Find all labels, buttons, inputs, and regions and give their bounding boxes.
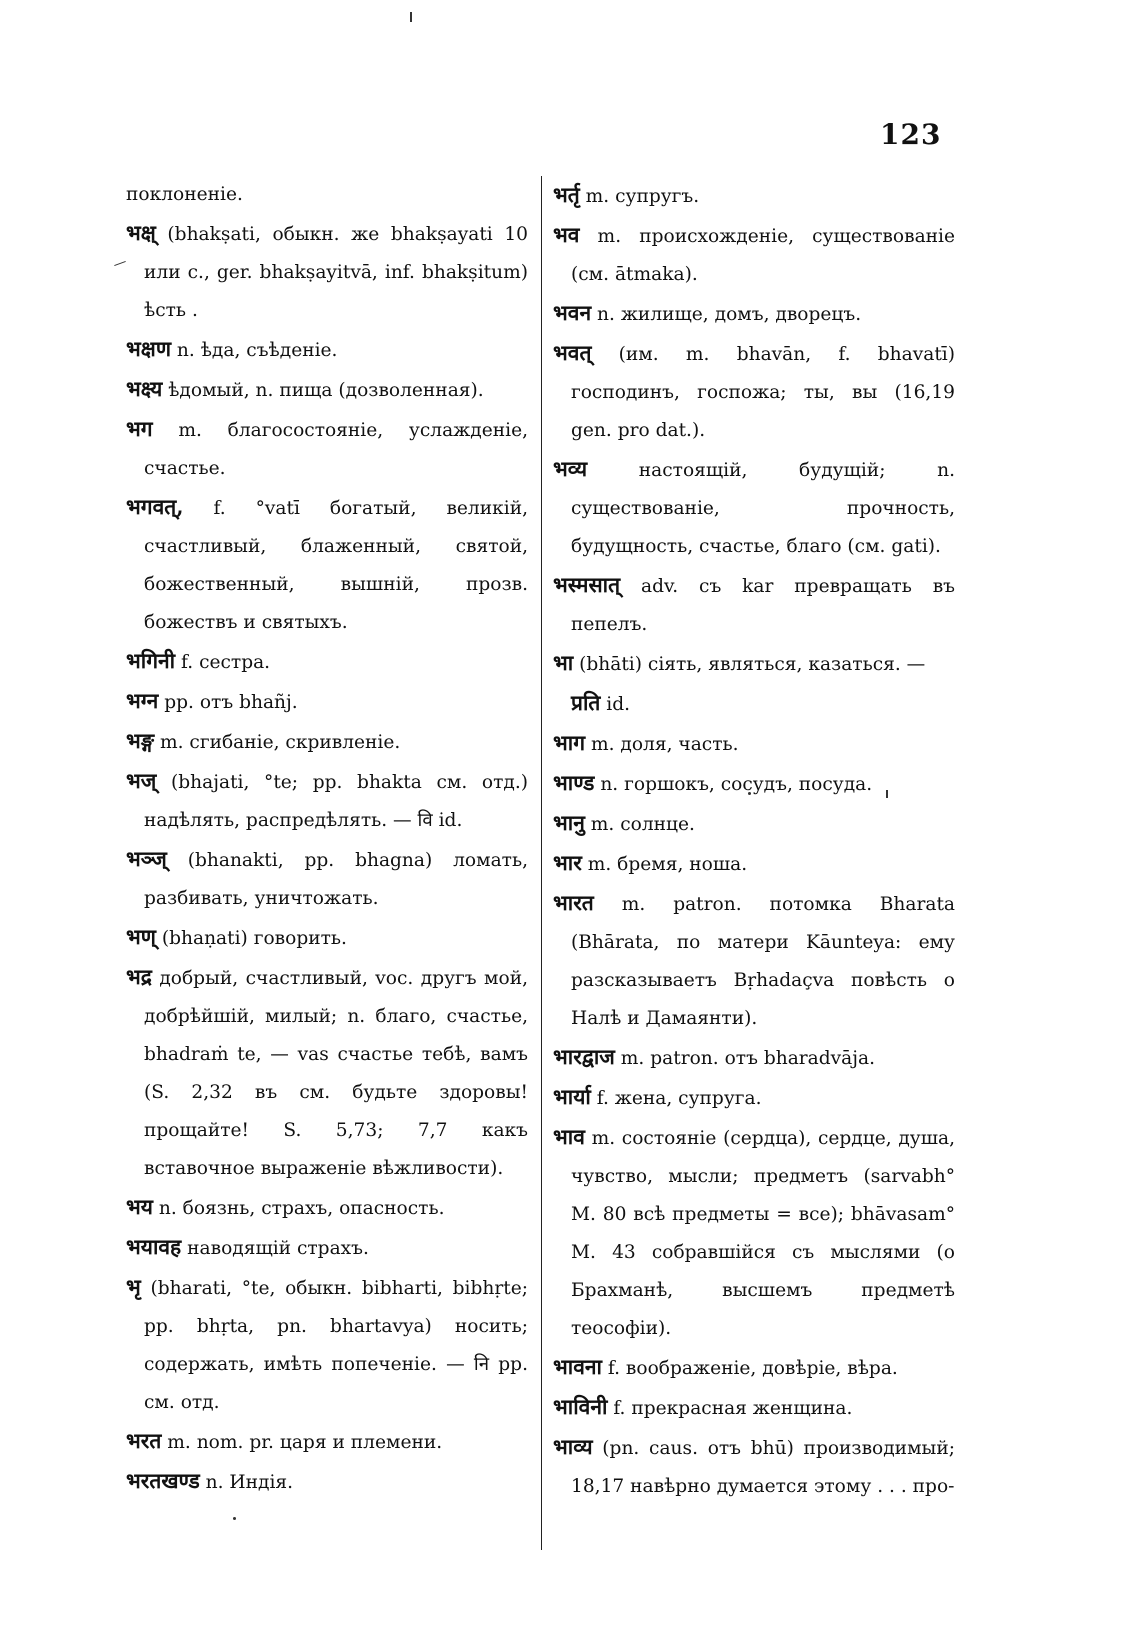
entry-text: f. жена, супруга. — [590, 1088, 762, 1109]
entry-headword: भवत् — [553, 340, 592, 365]
entry-text: ѣдомый, n. пища (дозволенная). — [162, 380, 484, 401]
dictionary-entry — [126, 370, 528, 410]
dictionary-entry — [126, 762, 528, 840]
entry-headword: भृ — [126, 1274, 141, 1299]
entry-headword: प्रति — [571, 690, 601, 715]
entry-text: (bhanakti, pp. bhagna) ломать, разбивать, уничтожать. — [144, 850, 528, 909]
entry-text: (bhakṣati, обыкн. же bhakṣayati 10 или c., ger. bhakṣayitvā, inf. bhakṣitum) ѣсть . — [144, 224, 528, 321]
entry-headword: भाव्य — [553, 1434, 593, 1459]
entry-headword: भस्मसात् — [553, 572, 621, 597]
dictionary-entry — [553, 644, 955, 684]
page-number: 123 — [880, 118, 942, 151]
dictionary-entry — [553, 566, 955, 644]
dictionary-entry — [553, 294, 955, 334]
entry-headword: भय — [126, 1194, 153, 1219]
entry-text: f. прекрасная женщина. — [607, 1398, 853, 1419]
dictionary-entry — [553, 176, 955, 216]
entry-text: n. горшокъ, сосудъ, посуда. — [594, 774, 873, 795]
entry-headword: भग्न — [126, 688, 159, 713]
entry-headword: भरतखण्ड — [126, 1468, 200, 1493]
entry-headword: भङ्ग — [126, 728, 155, 753]
entry-text: id. — [600, 694, 631, 715]
entry-headword: भरत — [126, 1428, 162, 1453]
dictionary-entry — [126, 642, 528, 682]
dictionary-entry — [553, 844, 955, 884]
entry-text: n. жилище, домъ, дворецъ. — [591, 304, 862, 325]
entry-headword: भक्ष्य — [126, 376, 163, 401]
entry-text: n. Индія. — [199, 1472, 294, 1493]
entry-text: m. состояніе (сердца), сердце, душа, чувство, мысли; предметъ (sarvabh° M. 80 всѣ предметы = все); bhāvasam° M. 43 собравшійся съ мыслями (о Брахманѣ, высшемъ предметѣ теософіи). — [571, 1128, 955, 1339]
dictionary-entry — [126, 214, 528, 330]
entry-text: m. сгибаніе, скривленіе. — [154, 732, 401, 753]
entry-text: f. сестра. — [175, 652, 271, 673]
dictionary-entry — [126, 1462, 528, 1502]
left-column — [126, 176, 528, 1502]
entry-headword: भारद्वाज — [553, 1044, 615, 1069]
entry-headword: भगवत्, — [126, 494, 184, 519]
entry-text: наводящій страхъ. — [181, 1238, 369, 1259]
dictionary-entry — [553, 724, 955, 764]
dictionary-entry — [553, 804, 955, 844]
dictionary-entry — [126, 1188, 528, 1228]
entry-headword: भाव — [553, 1124, 585, 1149]
dictionary-entry — [126, 1228, 528, 1268]
entry-headword: भग — [126, 416, 153, 441]
entry-text: добрый, счастливый, voc. другъ мой, добрѣйшій, милый; n. благо, счастье, bhadraṁ te, — vas счастье тебѣ, вамъ (S. 2,32 въ см. будьте здоровы! прощайте! S. 5,73; 7,7 какъ вставочное выраженіе вѣжливости). — [144, 968, 528, 1179]
stray-mark — [114, 261, 126, 266]
entry-headword: भार — [553, 850, 582, 875]
entry-headword: भञ्ज् — [126, 846, 167, 871]
entry-headword: भाग — [553, 730, 586, 755]
entry-text: n. боязнь, страхъ, опасность. — [152, 1198, 445, 1219]
entry-text: (bhajati, °te; pp. bhakta см. отд.) надѣлять, распредѣлять. — वि id. — [144, 772, 528, 831]
entry-headword: भण् — [126, 924, 156, 949]
entry-headword: भाण्ड — [553, 770, 595, 795]
entry-text: поклоненіе. — [126, 184, 243, 205]
dictionary-entry — [553, 1118, 955, 1348]
entry-headword: भर्तृ — [553, 182, 580, 207]
dictionary-entry — [553, 1038, 955, 1078]
entry-headword: भार्या — [553, 1084, 591, 1109]
entry-headword: भावना — [553, 1354, 602, 1379]
entry-text: m. patron. отъ bharadvāja. — [614, 1048, 876, 1069]
entry-text: m. nom. pr. царя и племени. — [161, 1432, 443, 1453]
dictionary-entry — [126, 488, 528, 642]
entry-text: настоящій, будущій; n. существованіе, прочность, будущность, счастье, благо (см. gati). — [571, 460, 955, 557]
entry-text: (pn. caus. отъ bhū) производимый; 18,17 навѣрно думается этому . . . про- — [571, 1438, 955, 1497]
dictionary-entry — [126, 1422, 528, 1462]
column-divider — [541, 176, 542, 1550]
entry-text: (им. m. bhavān, f. bhavatī) господинъ, госпожа; ты, вы (16,19 gen. pro dat.). — [571, 344, 955, 441]
dictionary-entry — [126, 176, 528, 214]
right-column — [553, 176, 955, 1506]
entry-headword: भद्र — [126, 964, 152, 989]
entry-headword: भा — [553, 650, 574, 675]
entry-text: m. супругъ. — [579, 186, 700, 207]
dictionary-entry — [553, 764, 955, 804]
stray-mark — [410, 12, 412, 22]
dictionary-entry — [126, 410, 528, 488]
entry-text: m. благосостояніе, услажденіе, счастье. — [144, 420, 528, 479]
entry-text: adv. съ kar превращать въ пепелъ. — [571, 576, 955, 635]
dictionary-entry — [553, 450, 955, 566]
dictionary-entry — [553, 334, 955, 450]
entry-text: m. бремя, ноша. — [581, 854, 748, 875]
entry-headword: भज् — [126, 768, 157, 793]
dictionary-entry — [553, 1428, 955, 1506]
entry-text: pp. отъ bhañj. — [158, 692, 298, 713]
entry-headword: भयावह — [126, 1234, 182, 1259]
entry-text: m. доля, часть. — [585, 734, 739, 755]
dictionary-entry — [126, 918, 528, 958]
entry-headword: भक्ष् — [126, 220, 156, 245]
entry-headword: भव्य — [553, 456, 588, 481]
dictionary-entry — [553, 1388, 955, 1428]
entry-text: m. происхожденіе, существованіе (см. ātmaka). — [571, 226, 955, 285]
entry-text: f. °vatī богатый, великій, счастливый, блаженный, святой, божественный, вышній, прозв. божествъ и святыхъ. — [144, 498, 528, 633]
entry-text: (bhāti) сіять, являться, казаться. — — [573, 654, 926, 675]
entry-headword: भवन — [553, 300, 592, 325]
entry-text: m. солнце. — [584, 814, 695, 835]
entry-headword: भारत — [553, 890, 594, 915]
dictionary-entry — [126, 722, 528, 762]
entry-headword: भक्षण — [126, 336, 172, 361]
dictionary-entry — [126, 1268, 528, 1422]
entry-headword: भगिनी — [126, 648, 176, 673]
entry-text: (bhaṇati) говорить. — [155, 928, 347, 949]
entry-text: (bharati, °te, обыкн. bibharti, bibhṛte; pp. bhṛta, pn. bhartavya) носить; содержать, имѣть попеченіе. — नि pp. см. отд. — [140, 1278, 528, 1413]
dictionary-entry — [126, 958, 528, 1188]
dictionary-entry — [126, 330, 528, 370]
dictionary-entry — [553, 1348, 955, 1388]
entry-headword: भाविनी — [553, 1394, 608, 1419]
entry-text: m. patron. потомка Bharata (Bhārata, по матери Kāunteya: ему разсказываетъ Bṛhadaçva повѣсть о Налѣ и Дамаянти). — [571, 894, 955, 1029]
dictionary-entry — [553, 884, 955, 1038]
dictionary-entry-continuation — [553, 684, 955, 724]
entry-headword: भव — [553, 222, 580, 247]
stray-mark — [233, 1517, 236, 1520]
entry-text: f. воображеніе, довѣріе, вѣра. — [601, 1358, 898, 1379]
entry-headword: भानु — [553, 810, 585, 835]
entry-text: n. ѣда, съѣденіе. — [171, 340, 338, 361]
dictionary-entry — [126, 840, 528, 918]
dictionary-entry — [553, 216, 955, 294]
dictionary-entry — [126, 682, 528, 722]
dictionary-entry — [553, 1078, 955, 1118]
